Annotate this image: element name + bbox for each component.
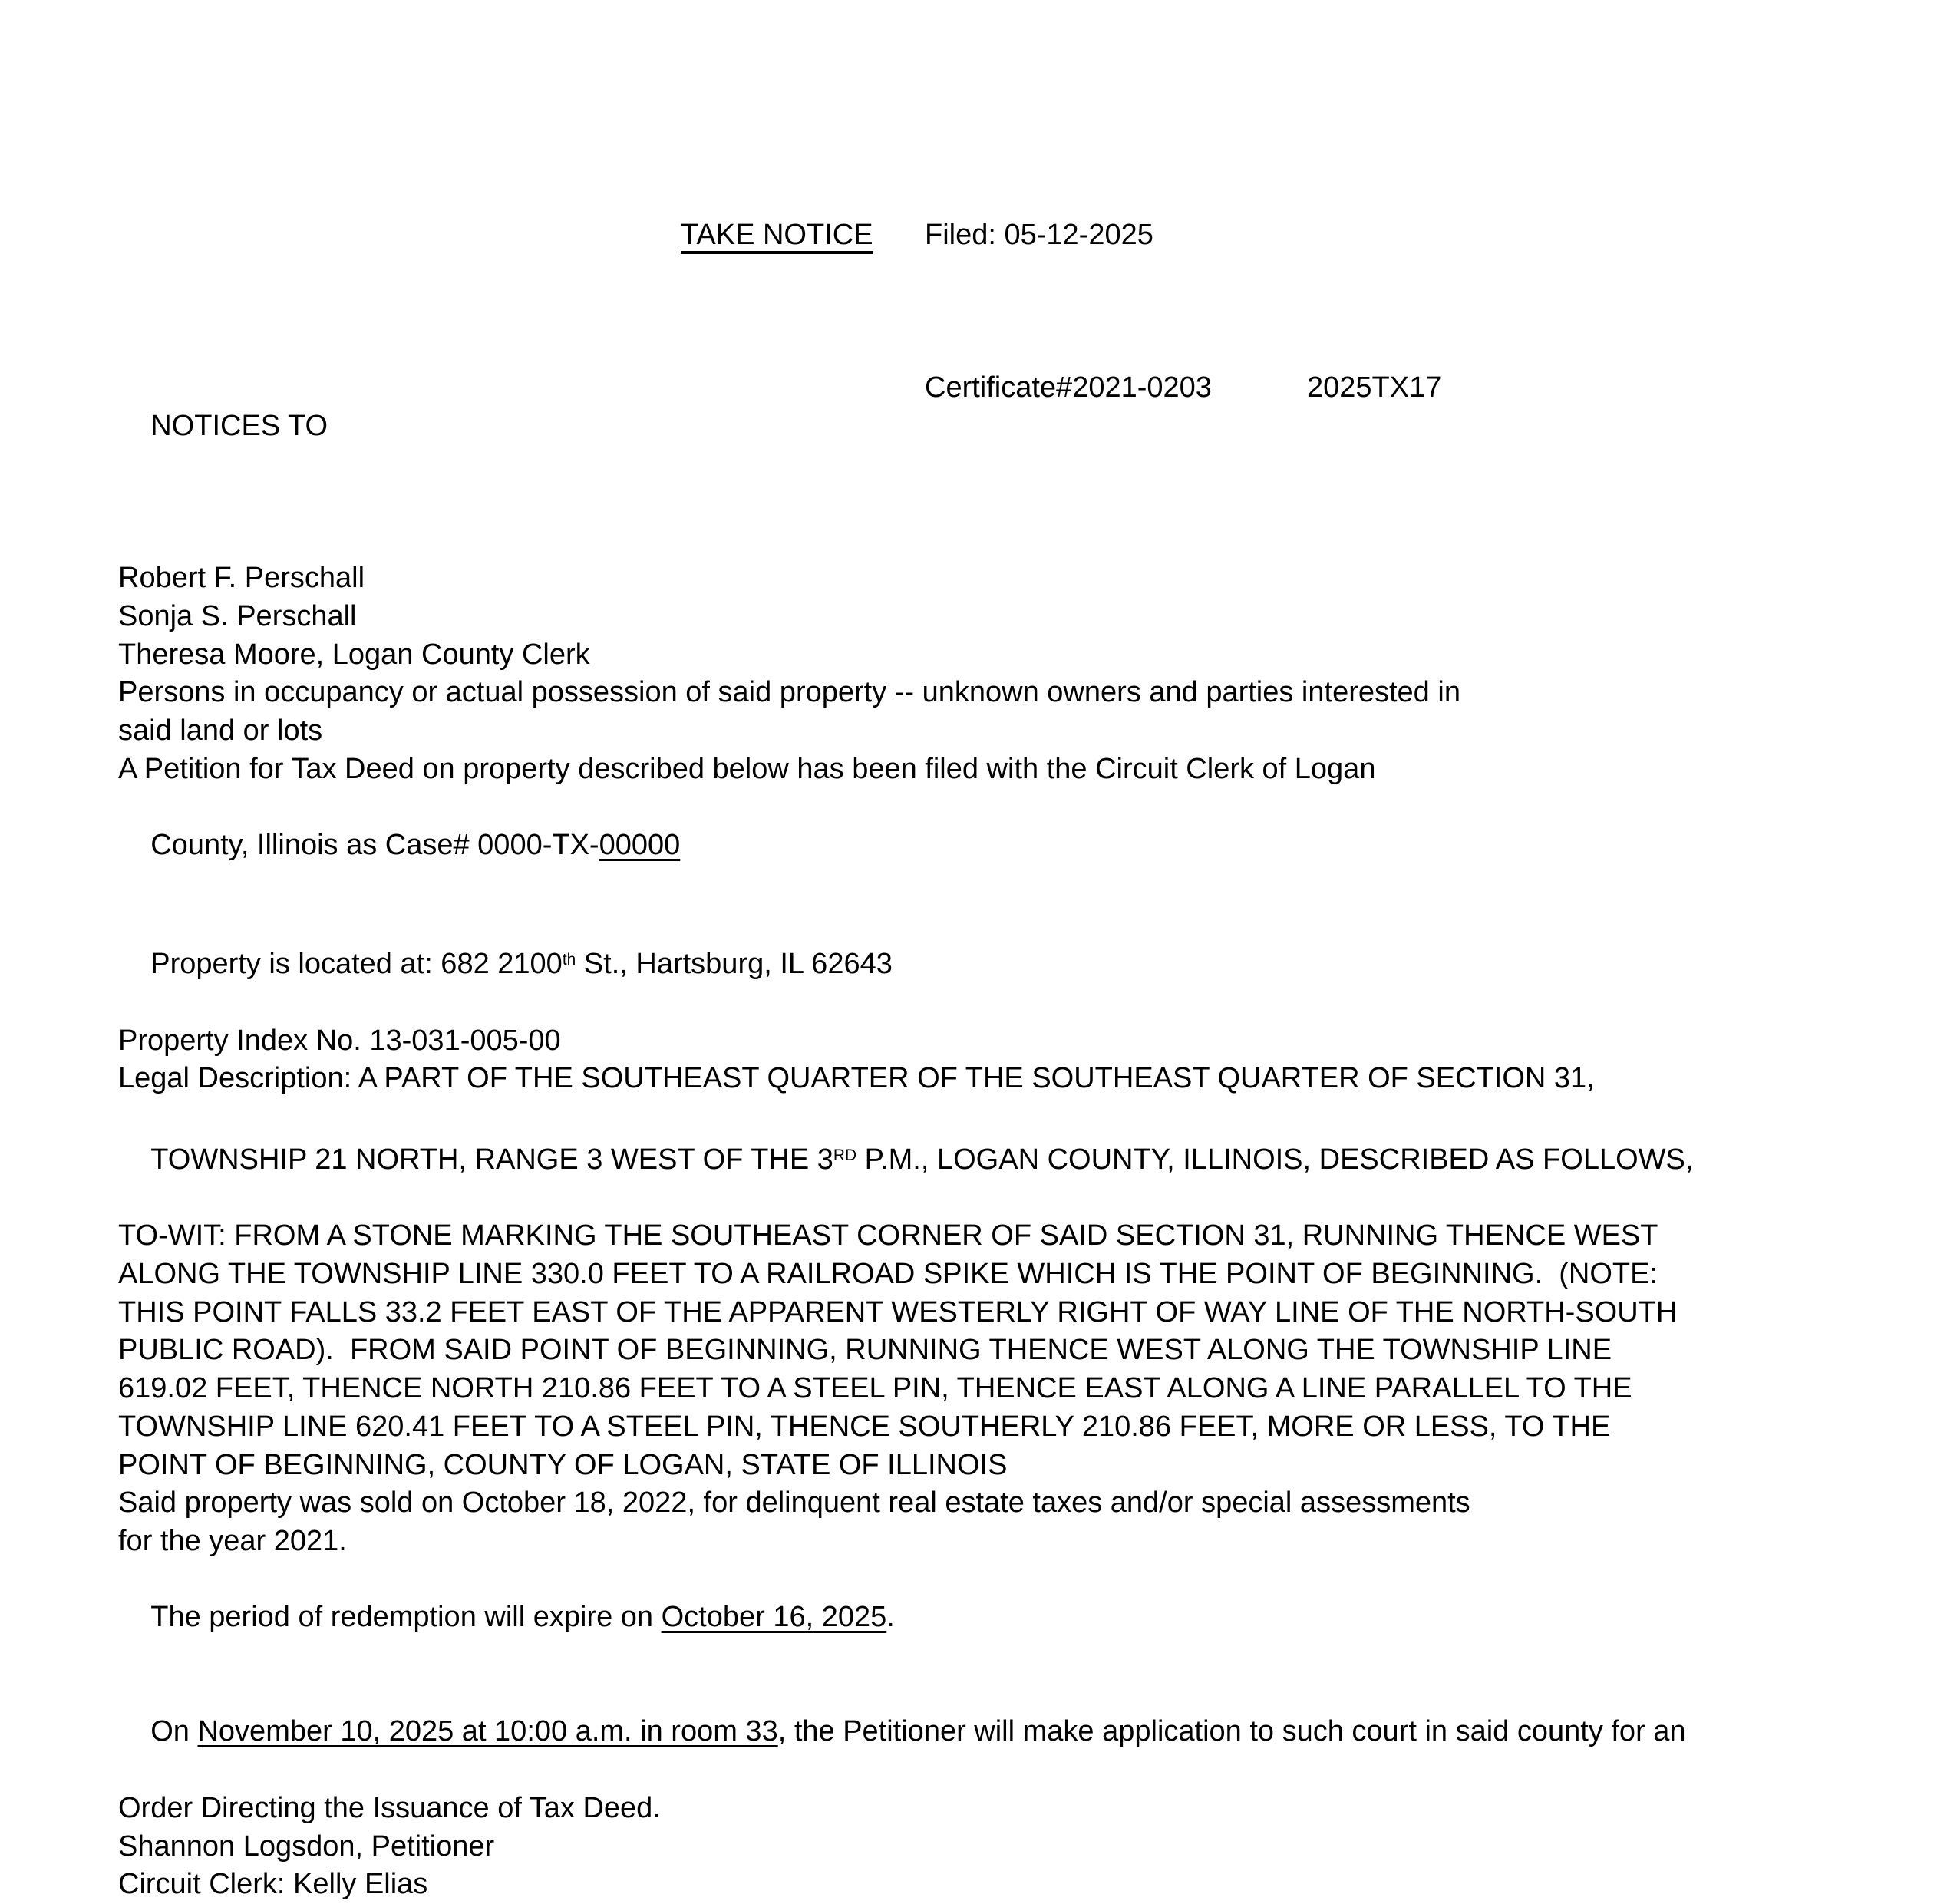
recipient-name: Sonja S. Perschall [118, 600, 357, 633]
legal-description-line-6: PUBLIC ROAD). FROM SAID POINT OF BEGINNING, RUNNING THENCE WEST ALONG THE TOWNSHIP LINE [118, 1334, 1612, 1367]
circuit-clerk-signature: Circuit Clerk: Kelly Elias [118, 1868, 428, 1901]
legal-description-line-2 [118, 1098, 1937, 1217]
property-location-line [118, 903, 1937, 1022]
filed-date: Filed: 05-12-2025 [925, 219, 1153, 251]
occupancy-line-1: Persons in occupancy or actual possession of said property -- unknown owners and parties interested in [118, 676, 1460, 709]
tax-deed-notice-document [118, 216, 1937, 1904]
redemption-suffix: . [886, 1601, 895, 1634]
street-ordinal-superscript: th [562, 951, 576, 969]
notices-to-label: NOTICES TO [150, 409, 328, 442]
hearing-date-location: November 10, 2025 at 10:00 a.m. in room 33 [197, 1715, 778, 1748]
case-number-prefix: County, Illinois as Case# 0000-TX- [150, 829, 599, 862]
docket-number: 2025TX17 [1307, 371, 1442, 404]
sale-line-2: for the year 2021. [118, 1524, 347, 1557]
meridian-ordinal-superscript: RD [833, 1146, 857, 1164]
petition-line-2 [118, 789, 1937, 903]
legal-description-line-8: TOWNSHIP LINE 620.41 FEET TO A STEEL PIN, THENCE SOUTHERLY 210.86 FEET, MORE OR LESS, TO THE [118, 1410, 1611, 1443]
legal-description-line-3: TO-WIT: FROM A STONE MARKING THE SOUTHEAST CORNER OF SAID SECTION 31, RUNNING THENCE WEST [118, 1219, 1658, 1252]
legal-description-line-5: THIS POINT FALLS 33.2 FEET EAST OF THE APPARENT WESTERLY RIGHT OF WAY LINE OF THE NORTH-SOUTH [118, 1295, 1678, 1328]
hearing-line-2: Order Directing the Issuance of Tax Deed. [118, 1791, 661, 1824]
header-row-2 [118, 369, 1937, 560]
recipient-name: Theresa Moore, Logan County Clerk [118, 638, 590, 671]
property-index-line: Property Index No. 13-031-005-00 [118, 1024, 561, 1057]
hearing-suffix: , the Petitioner will make application to such court in said county for an [777, 1715, 1686, 1748]
legal-description-line-2-prefix: TOWNSHIP 21 NORTH, RANGE 3 WEST OF THE 3 [150, 1143, 833, 1176]
petition-line-1: A Petition for Tax Deed on property described below has been filed with the Circuit Clerk of Logan [118, 752, 1376, 785]
certificate-number: Certificate#2021-0203 [925, 371, 1212, 404]
case-number-blank: 00000 [599, 829, 681, 862]
occupancy-line-2: said land or lots [118, 714, 323, 747]
take-notice-title: TAKE NOTICE [681, 219, 873, 251]
header-row-1 [118, 216, 1937, 369]
legal-description-line-4: ALONG THE TOWNSHIP LINE 330.0 FEET TO A RAILROAD SPIKE WHICH IS THE POINT OF BEGINNING. (NOTE: [118, 1257, 1658, 1290]
petitioner-signature: Shannon Logsdon, Petitioner [118, 1830, 495, 1863]
legal-description-line-9: POINT OF BEGINNING, COUNTY OF LOGAN, STATE OF ILLINOIS [118, 1448, 1008, 1481]
redemption-line [118, 1561, 1937, 1675]
recipient-name: Robert F. Perschall [118, 562, 365, 595]
redemption-prefix: The period of redemption will expire on [150, 1601, 662, 1634]
property-location-suffix: St., Hartsburg, IL 62643 [576, 948, 893, 981]
sale-line-1: Said property was sold on October 18, 2022, for delinquent real estate taxes and/or special assessments [118, 1487, 1470, 1520]
legal-description-line-2-suffix: P.M., LOGAN COUNTY, ILLINOIS, DESCRIBED AS FOLLOWS, [856, 1143, 1694, 1176]
hearing-prefix: On [150, 1715, 198, 1748]
legal-description-line-7: 619.02 FEET, THENCE NORTH 210.86 FEET TO A STEEL PIN, THENCE EAST ALONG A LINE PARALLEL TO THE [118, 1372, 1632, 1405]
legal-description-line-1: Legal Description: A PART OF THE SOUTHEAST QUARTER OF THE SOUTHEAST QUARTER OF SECTION 31, [118, 1062, 1595, 1095]
hearing-line-1 [118, 1675, 1937, 1790]
property-location-prefix: Property is located at: 682 2100 [150, 948, 563, 981]
redemption-expiration-date: October 16, 2025 [661, 1601, 887, 1634]
